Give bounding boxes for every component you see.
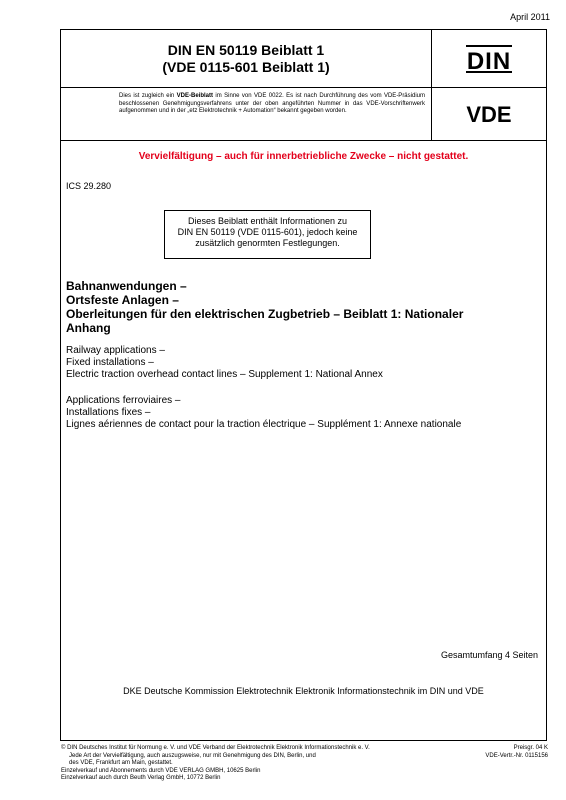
title-line: Fixed installations – (66, 357, 154, 368)
title-line: Applications ferroviaires – (66, 395, 181, 406)
sales-line: Einzelverkauf auch durch Beuth Verlag GmbH, 10772 Berlin (61, 775, 221, 781)
title-line: Anhang (66, 321, 111, 335)
title-line: Oberleitungen für den elektrischen Zugbetrieb – Beiblatt 1: Nationaler (66, 307, 464, 321)
title-german (66, 279, 536, 335)
din-logo (432, 30, 546, 88)
title-line: Installations fixes – (66, 407, 151, 418)
title-line: Lignes aériennes de contact pour la traction électrique – Supplément 1: Annexe nationale (66, 419, 462, 430)
vde-logo (432, 88, 546, 140)
price-info (485, 745, 548, 760)
notice-bold: VDE-Beiblatt (176, 93, 213, 99)
sales-line: Einzelverkauf und Abonnements durch VDE VERLAG GMBH, 10625 Berlin (61, 767, 261, 774)
copyright-line: Jede Art der Vervielfältigung, auch auszugsweise, nur mit Genehmigung des DIN, Berlin, und (69, 752, 316, 759)
vde-notice (61, 88, 432, 140)
note-line: DIN EN 50119 (VDE 0115-601), jedoch keine (177, 227, 358, 237)
vde-logo-icon (454, 102, 524, 126)
note-line: zusätzlich genormten Festlegungen. (195, 238, 340, 248)
title-line: Electric traction overhead contact lines – Supplement 1: National Annex (66, 369, 383, 380)
header-divider (61, 140, 546, 141)
notice-text-end: im Sinne von VDE 0022. Es ist nach Durchführung des vom VDE-Präsidium beschlossenen Genehmigungsverfahrens unter der oben angeführten Nummer in das VDE-Vorschriftenwerk aufgenommen und in der „etz Elektrotechnik + Automation“ bekannt gegeben worden. (119, 93, 425, 114)
document-title (61, 30, 432, 88)
notice-text-start: Dies ist zugleich ein (119, 93, 177, 99)
title-line: Railway applications – (66, 345, 165, 356)
title-french (66, 395, 536, 431)
order-number: VDE-Vertr.-Nr. 0115156 (485, 752, 548, 759)
title-line: Ortsfeste Anlagen – (66, 293, 179, 307)
ics-code: ICS 29.280 (66, 181, 112, 191)
reproduction-warning: Vervielfältigung – auch für innerbetriebliche Zwecke – nicht gestattet. (138, 151, 469, 162)
copyright-line: des VDE, Frankfurt am Main, gestattet. (69, 760, 173, 766)
cover-frame (60, 29, 547, 741)
page-count: Gesamtumfang 4 Seiten (440, 650, 538, 660)
copyright-footer (61, 745, 421, 783)
price-group: Preisgr. 04 K (513, 745, 548, 751)
copyright-line: © DIN Deutsches Institut für Normung e. V. und VDE Verband der Elektrotechnik Elektronik Informationstechnik e. V. (61, 745, 370, 751)
dke-committee: DKE Deutsche Kommission Elektrotechnik Elektronik Informationstechnik im DIN und VDE (123, 686, 484, 696)
svg-text:DIN: DIN (466, 47, 512, 74)
document-number: DIN EN 50119 Beiblatt 1 (167, 42, 325, 58)
supplement-note-box (164, 210, 371, 259)
vde-number: (VDE 0115-601 Beiblatt 1) (162, 59, 330, 75)
din-logo-icon (464, 44, 514, 74)
svg-text:VDE: VDE (466, 102, 512, 126)
issue-date: April 2011 (510, 12, 550, 22)
title-english (66, 345, 536, 381)
title-line: Bahnanwendungen – (66, 279, 187, 293)
note-line: Dieses Beiblatt enthält Informationen zu (187, 216, 348, 226)
header (61, 30, 546, 140)
